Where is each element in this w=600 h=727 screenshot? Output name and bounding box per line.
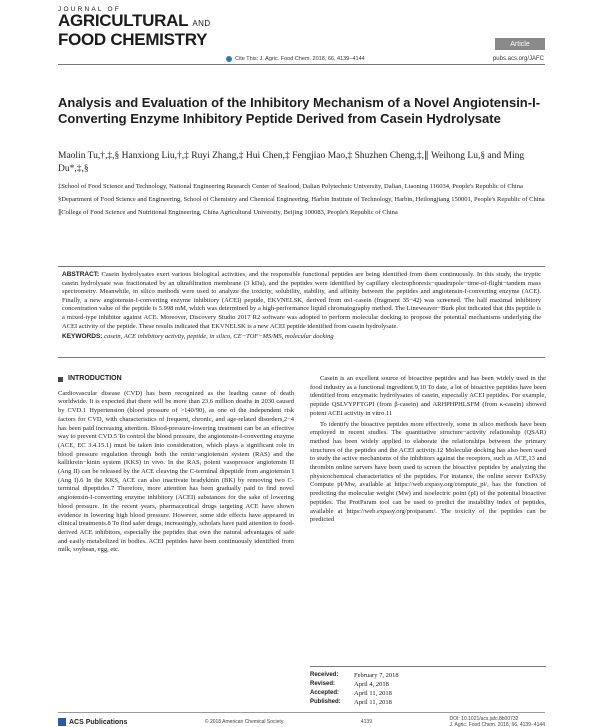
- journal-logo: [58, 6, 211, 48]
- affiliation-item: ‡School of Food Science and Technology, National Engineering Research Center of Seafood, Dalian Polytechnic University, Dalian, Liaoning 116034, People's Republic of China: [58, 183, 523, 190]
- abstract-label: ABSTRACT:: [62, 271, 100, 278]
- logo-word-agricultural: AGRICULTURAL: [58, 11, 188, 30]
- header-divider: [58, 64, 545, 65]
- acs-logo-icon: [58, 718, 66, 726]
- body-paragraph: Cardiovascular disease (CVD) has been recognized as the leading cause of death worldwide. It is expected that there will be more than 23.6 million deaths in 2030 caused by CVD.1 Hypertension (blood pressure of >140/90), as one of the independent risk factors for CVD, with characteristics of frequent, chronic, and age-related disorders,2−4 has been paid increasing attention. Blood-pressure-lowering treatment can be an effective way to prevent CVD.5 To control the blood pressure, the angiotensin-I-converting enzyme (ACE, EC 3.4.15.1) must be taken into consideration, which plays a significant role in blood pressure regulation through both the renin−angiotensin system (RAS) and the kallikrein−kinin system (KKS) in vivo. In the RAS, potent vasopressor angiotensin II (Ang II) can be released by the ACE cleaving the C-terminal dipeptide from angiotensin I (Ang I).6 In the KKS, ACE can also inactivate bradykinin (BK) by removing two C-terminal dipeptides.7 Therefore, more attention has been gradually paid to find novel angiotensin-I-converting enzyme inhibitory (ACEI) substances for the sake of lowering blood pressure. In the recent years, pharmaceutical drugs targeting ACE have shown evidence in lowering high blood pressure. However, some side effects have appeared in clinical treatments.8 To find safer drugs, increasingly, scholars have paid attention to food-derived ACE inhibitors, especially the peptides that own the natural advantages of safe and easily metabolized in bodies. ACEI peptides have been continuously identified from milk, soybean, egg, etc.: [58, 389, 295, 554]
- affiliation-item: ∥College of Food Science and Nutritional Engineering, China Agricultural University, Beijing 100083, People's Republic of China: [58, 209, 398, 216]
- affiliations: [58, 182, 548, 221]
- body-paragraph: To identify the bioactive peptides more effectively, some in silico methods have been employed in recent studies. The quantitative structure−activity relationship (QSAR) method has been widely applied to elaborate the relationships between the primary structures of the peptides and the ACEI activity.12 Molecular docking has also been used to study the active mechanisms of the inhibitors against the receptors, such as ACE,13 and thrombin online servers have been used to screen the bioactive peptides by analyzing the physicochemical characteristics of the peptides. For instance, the online server ExPASy Compute pI/Mw, available at https://web.expasy.org/compute_pi/, has the function of predicting the molecular weight (Mw) and isoelectric point (pI) of the potential bioactive peptides. The ProtParam tool can be used to predict the instability index of peptides, available at https://web.expasy.org/protparam/. The toxicity of the peptides can be predicted: [310, 420, 546, 524]
- keywords-label: KEYWORDS:: [62, 333, 103, 341]
- date-value: April 4, 2018: [354, 681, 389, 688]
- article-title: Analysis and Evaluation of the Inhibitory Mechanism of a Novel Angiotensin-I-Converting Enzyme Inhibitory Peptide Derived from Casein Hydrolysate: [58, 95, 541, 126]
- copyright-text: © 2018 American Chemical Society: [204, 719, 284, 725]
- date-value: April 11, 2018: [354, 690, 392, 697]
- logo-line-1: JOURNAL OF: [58, 6, 121, 13]
- keywords-text: casein, ACE inhibitory activity, peptide, in silico, CE−TOF−MS/MS, molecular docking: [104, 333, 334, 341]
- cite-icon: [226, 56, 232, 62]
- date-row-received: [310, 671, 546, 680]
- doi-text: [450, 716, 545, 727]
- article-type-badge: Article: [495, 38, 545, 50]
- keywords-line: [62, 333, 541, 342]
- date-row-revised: [310, 680, 546, 689]
- date-row-accepted: [310, 689, 546, 698]
- date-label: Received:: [310, 672, 339, 678]
- publisher-name: ACS Publications: [69, 718, 128, 726]
- logo-line-3: FOOD CHEMISTRY: [58, 30, 208, 49]
- affiliation-item: §Department of Food Science and Engineering, School of Chemistry and Chemical Engineering, Harbin Institute of Technology, Harbin, Heilongjiang 150001, People's Republic of China: [58, 196, 545, 203]
- journal-url-link[interactable]: pubs.acs.org/JAFC: [492, 56, 544, 62]
- abstract-text: Casein hydrolysates exert various biological activities, and the responsible functional peptides are being identified from them continuously. In this study, the tryptic casein hydrolysate was fractionated by an ultrafiltration membrane (3 kDa), and the peptides were identified by capillary electrophoresis−quadrupole−time-of-flight−tandem mass spectrometry. Meanwhile, in silico methods were used to analyze the toxicity, solubility, stability, and affinity between the peptides and angiotensin-I-converting enzyme (ACE). Finally, a new angiotensin-I-converting enzyme inhibitory (ACEI) peptide, EKVNELSK, derived from αs1-casein (fragment 35−42) was screened. The half maximal inhibitory concentration value of the peptide is 5.998 mM, which was determined by a high-performance liquid chromatography method. The Lineweaver−Burk plot indicated that this peptide is a mixed-type inhibitor against ACE. Moreover, Discovery Studio 2017 R2 software was adopted to perform molecular docking to propose the potential mechanisms underlying the ACEI activity of the peptide. These results indicated that EKVNELSK is a new ACEI peptide identified from casein hydrolysate.: [62, 271, 542, 330]
- section-square-icon: [58, 377, 63, 382]
- date-value: February 7, 2018: [354, 672, 399, 679]
- citation-text: J. Agric. Food Chem. 2018, 66, 4139−4144: [449, 722, 545, 727]
- date-row-published: [310, 698, 546, 707]
- left-column: [58, 375, 294, 557]
- date-label: Accepted:: [310, 690, 340, 696]
- cite-text[interactable]: Cite This: J. Agric. Food Chem. 2018, 66, 4139−4144: [235, 56, 365, 62]
- article-history: [310, 666, 546, 707]
- abstract-box: [58, 266, 545, 358]
- page-footer: [58, 712, 545, 727]
- author-list: Maolin Tu,†,‡,§ Hanxiong Liu,†,‡ Ruyi Zhang,‡ Hui Chen,‡ Fengjiao Mao,‡ Shuzhen Cheng,‡,∥ Weihong Lu,§ and Ming Du*,‡,§: [58, 151, 525, 174]
- date-label: Revised:: [310, 681, 336, 687]
- logo-word-and: AND: [192, 19, 211, 28]
- right-column: [310, 375, 546, 527]
- page-number: 4139: [360, 719, 372, 725]
- introduction-heading: [58, 375, 294, 384]
- date-value: April 11, 2018: [354, 699, 392, 706]
- abstract-paragraph: [62, 271, 541, 331]
- page-header: [0, 0, 600, 70]
- body-paragraph: Casein is an excellent source of bioactive peptides and has been widely used in the food industry as a functional ingredient.9,10 To date, a lot of bioactive peptides have been identified from enzymatic hydrolysates of casein, especially ACEI peptides. For example, peptide QSLVYPFTGPI (from β-casein) and ARHPHPHLSFM (from κ-casein) showed potent ACEI activity in vitro.11: [310, 375, 546, 417]
- doi-link[interactable]: DOI: 10.1021/acs.jafc.8b00732: [449, 716, 519, 722]
- publisher-logo: [58, 718, 127, 726]
- introduction-heading-text: INTRODUCTION: [68, 375, 122, 382]
- cite-this-link[interactable]: [226, 56, 365, 62]
- date-label: Published:: [310, 699, 341, 705]
